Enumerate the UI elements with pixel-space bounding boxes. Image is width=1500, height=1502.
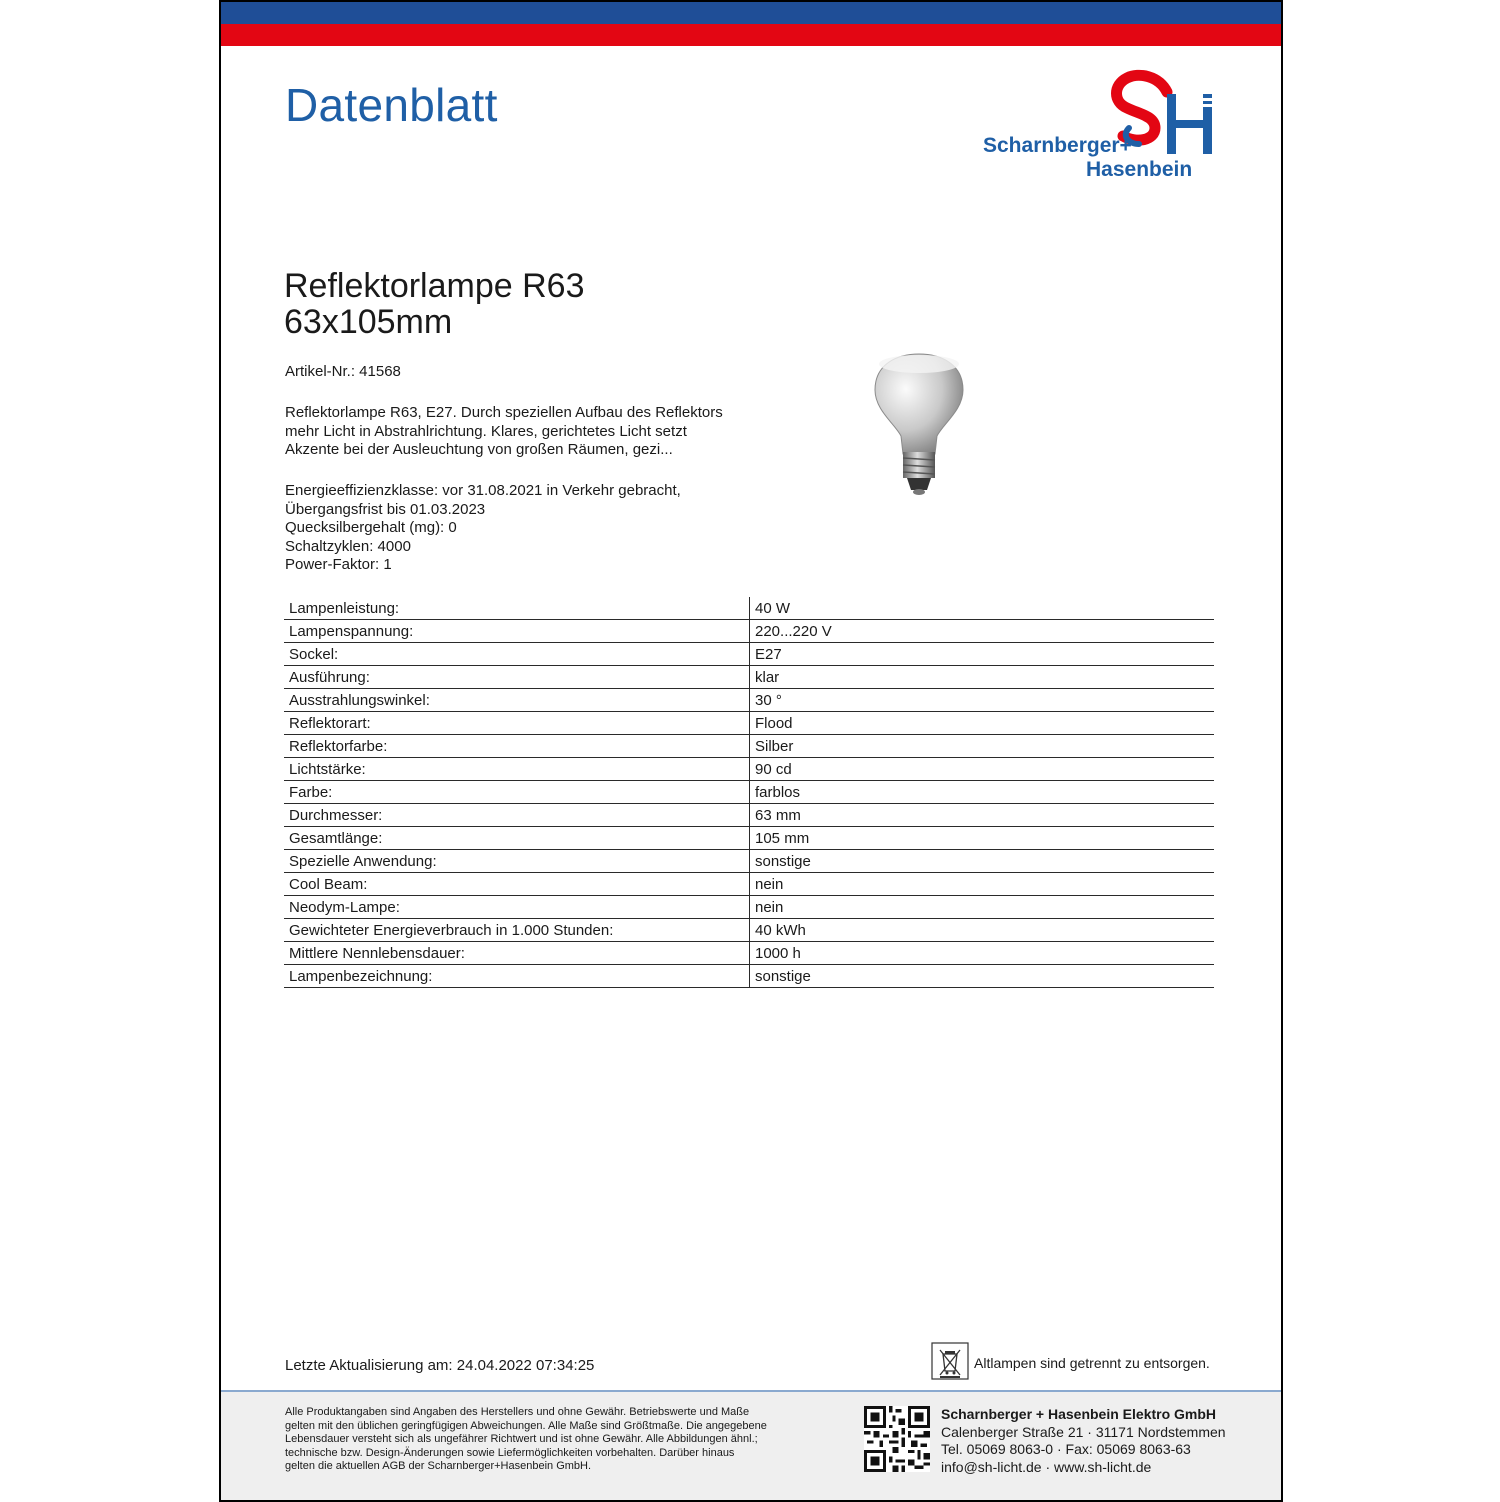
spec-key: Lampenspannung: xyxy=(284,620,750,643)
page-footer xyxy=(221,1390,1281,1502)
spec-key: Mittlere Nennlebensdauer: xyxy=(284,942,750,965)
spec-value: sonstige xyxy=(750,965,1215,988)
reflector-lamp-image xyxy=(869,352,969,502)
datasheet-page xyxy=(219,0,1283,1502)
document-title: Datenblatt xyxy=(285,79,498,131)
header-stripe-red xyxy=(221,24,1281,46)
spec-key: Gesamtlänge: xyxy=(284,827,750,850)
spec-row xyxy=(284,873,1214,896)
description-line: Reflektorlampe R63, E27. Durch speziellen Aufbau des Reflektors xyxy=(285,404,723,421)
spec-value: nein xyxy=(750,896,1215,919)
spec-key: Sockel: xyxy=(284,643,750,666)
spec-value: 40 kWh xyxy=(750,919,1215,942)
spec-value: Silber xyxy=(750,735,1215,758)
spec-line: Energieeffizienzklasse: vor 31.08.2021 in Verkehr gebracht, xyxy=(285,482,681,499)
disclaimer-line: gelten die aktuellen AGB der Scharnberger+Hasenbein GmbH. xyxy=(285,1460,592,1473)
spec-row xyxy=(284,666,1214,689)
spec-key: Reflektorfarbe: xyxy=(284,735,750,758)
company-name: Scharnberger + Hasenbein Elektro GmbH xyxy=(941,1406,1217,1422)
spec-line: Schaltzyklen: 4000 xyxy=(285,537,411,555)
logo-text-line2: Hasenbein xyxy=(1086,158,1193,181)
spec-value: Flood xyxy=(750,712,1215,735)
company-contact xyxy=(941,1406,1226,1476)
spec-value: 220...220 V xyxy=(750,620,1215,643)
spec-key: Ausführung: xyxy=(284,666,750,689)
specification-table xyxy=(284,597,1214,988)
spec-key: Neodym-Lampe: xyxy=(284,896,750,919)
spec-key: Durchmesser: xyxy=(284,804,750,827)
company-address: Calenberger Straße 21 · 31171 Nordstemmen xyxy=(941,1423,1226,1440)
spec-value: klar xyxy=(750,666,1215,689)
spec-value: 1000 h xyxy=(750,942,1215,965)
spec-key: Lichtstärke: xyxy=(284,758,750,781)
disposal-note: Altlampen sind getrennt zu entsorgen. xyxy=(974,1355,1210,1371)
spec-row xyxy=(284,850,1214,873)
spec-row xyxy=(284,781,1214,804)
spec-value: farblos xyxy=(750,781,1215,804)
company-web[interactable]: info@sh-licht.de · www.sh-licht.de xyxy=(941,1458,1152,1475)
spec-value: 30 ° xyxy=(750,689,1215,712)
spec-row xyxy=(284,896,1214,919)
spec-value: sonstige xyxy=(750,850,1215,873)
description-line: mehr Licht in Abstrahlrichtung. Klares, gerichtetes Licht setzt xyxy=(285,422,687,440)
article-number: Artikel-Nr.: 41568 xyxy=(285,363,401,380)
spec-row xyxy=(284,643,1214,666)
qr-code-icon[interactable] xyxy=(864,1406,930,1472)
product-specs-text xyxy=(285,482,805,575)
spec-row xyxy=(284,597,1214,620)
spec-value: 63 mm xyxy=(750,804,1215,827)
spec-row xyxy=(284,735,1214,758)
disclaimer-line: gelten mit den üblichen geringfügigen Abweichungen. Alle Maße sind Größtmaße. Die angegebene xyxy=(285,1419,767,1432)
last-update-text: Letzte Aktualisierung am: 24.04.2022 07:34:25 xyxy=(285,1357,595,1374)
spec-key: Ausstrahlungswinkel: xyxy=(284,689,750,712)
product-title xyxy=(284,268,584,340)
legal-disclaimer xyxy=(285,1406,845,1474)
spec-key: Spezielle Anwendung: xyxy=(284,850,750,873)
product-name-line2: 63x105mm xyxy=(284,303,453,341)
product-description xyxy=(285,404,785,460)
header-stripe-blue xyxy=(221,2,1281,24)
disclaimer-line: Lebensdauer versteht sich als ungefährer Richtwert und ist ohne Gewähr. Alle Abbildungen ähnl.; xyxy=(285,1433,758,1446)
spec-value: 105 mm xyxy=(750,827,1215,850)
spec-line: Power-Faktor: 1 xyxy=(285,556,392,573)
crossed-bin-icon xyxy=(931,1342,969,1380)
company-phone: Tel. 05069 8063-0 · Fax: 05069 8063-63 xyxy=(941,1441,1191,1457)
spec-key: Lampenleistung: xyxy=(284,597,750,620)
spec-row xyxy=(284,965,1214,988)
disclaimer-line: Alle Produktangaben sind Angaben des Herstellers und ohne Gewähr. Betriebswerte und Maße xyxy=(285,1406,750,1418)
spec-line: Übergangsfrist bis 01.03.2023 xyxy=(285,500,486,518)
spec-key: Gewichteter Energieverbrauch in 1.000 Stunden: xyxy=(284,919,750,942)
logo-text-line1: Scharnberger+ xyxy=(983,134,1132,157)
disclaimer-line: technische bzw. Design-Änderungen sowie Liefermöglichkeiten vorbehalten. Darüber hinaus xyxy=(285,1446,735,1459)
spec-row xyxy=(284,919,1214,942)
spec-row xyxy=(284,620,1214,643)
spec-row xyxy=(284,827,1214,850)
spec-key: Cool Beam: xyxy=(284,873,750,896)
spec-value: 40 W xyxy=(750,597,1215,620)
spec-key: Reflektorart: xyxy=(284,712,750,735)
spec-row xyxy=(284,804,1214,827)
spec-key: Farbe: xyxy=(284,781,750,804)
spec-key: Lampenbezeichnung: xyxy=(284,965,750,988)
spec-row xyxy=(284,758,1214,781)
product-name-line1: Reflektorlampe R63 xyxy=(284,267,585,305)
spec-row xyxy=(284,689,1214,712)
description-line: Akzente bei der Ausleuchtung von großen Räumen, gezi... xyxy=(285,441,673,458)
spec-value: 90 cd xyxy=(750,758,1215,781)
spec-row xyxy=(284,942,1214,965)
spec-value: nein xyxy=(750,873,1215,896)
spec-value: E27 xyxy=(750,643,1215,666)
spec-row xyxy=(284,712,1214,735)
spec-line: Quecksilbergehalt (mg): 0 xyxy=(285,519,457,536)
